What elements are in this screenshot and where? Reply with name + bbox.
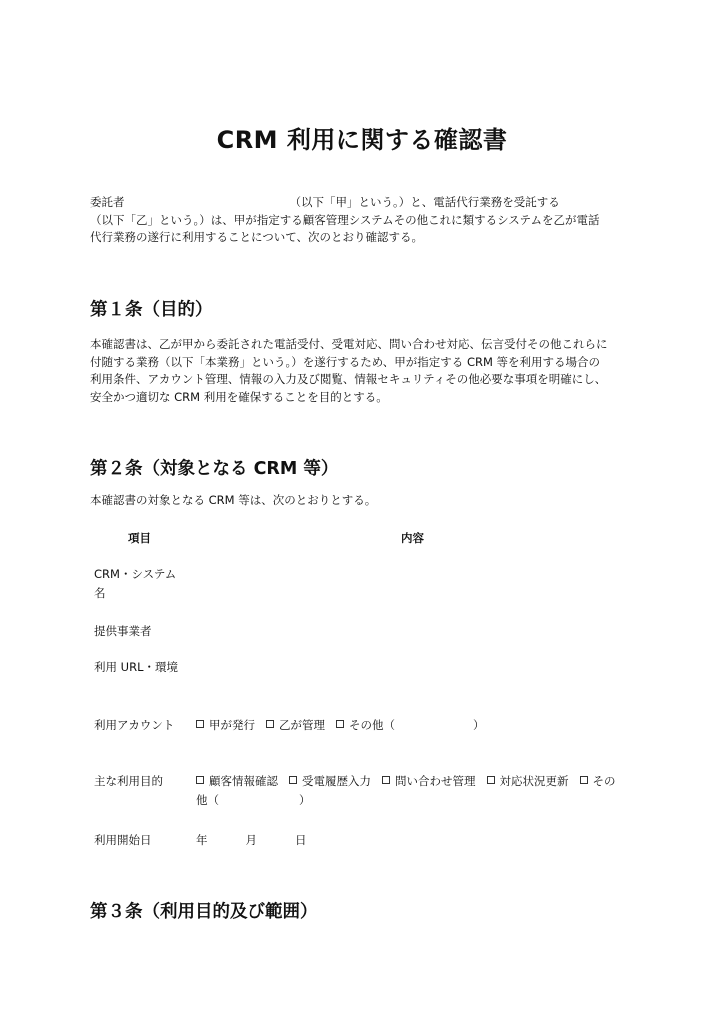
preamble-line-3: 代行業務の遂行に利用することについて、次のとおり確認する。 <box>90 230 424 244</box>
row-content-start-date <box>196 831 307 850</box>
checkbox-option[interactable]: 受電履歴入力 <box>289 772 371 791</box>
article-1-line: 付随する業務（以下「本業務」という。）を遂行するため、甲が指定する CRM 等を利用する場合の <box>90 354 601 369</box>
date-year: 年 <box>196 833 208 847</box>
row-label-url-env: 利用 URL・環境 <box>94 660 178 674</box>
date-day: 日 <box>295 833 307 847</box>
row-content-account: 甲が発行 乙が管理 その他（ ） <box>196 716 485 735</box>
checkbox-option[interactable]: 甲が発行 <box>196 716 255 735</box>
date-month: 月 <box>245 833 257 847</box>
document-title: CRM 利用に関する確認書 <box>216 126 508 154</box>
table-header-item: 項目 <box>128 531 151 545</box>
checkbox-icon <box>196 776 204 784</box>
checkbox-icon <box>196 720 204 728</box>
row-content-purpose: 顧客情報確認 受電履歴入力 問い合わせ管理 対応状況更新 その 他（ ） <box>196 774 616 807</box>
checkbox-icon <box>266 720 274 728</box>
article-1-line: 安全かつ適切な CRM 利用を確保することを目的とする。 <box>90 389 388 404</box>
article-2-heading: 第２条（対象となる CRM 等） <box>90 459 339 479</box>
article-1-body <box>90 336 650 406</box>
preamble <box>90 194 650 247</box>
checkbox-icon <box>487 776 495 784</box>
article-1-line: 本確認書は、乙が甲から委託された電話受付、受電対応、問い合わせ対応、伝言受付その他これらに <box>90 337 608 351</box>
row-label-provider: 提供事業者 <box>94 624 152 638</box>
row-label-account: 利用アカウント <box>94 718 175 732</box>
preamble-line-2: （以下「乙」という。）は、甲が指定する顧客管理システムその他これに類するシステムを乙が電話 <box>90 212 600 227</box>
article-1-heading: 第１条（目的） <box>90 300 213 320</box>
checkbox-option[interactable]: 対応状況更新 <box>487 772 569 791</box>
row-label-purpose: 主な利用目的 <box>94 774 163 788</box>
article-1-line: 利用条件、アカウント管理、情報の入力及び閲覧、情報セキュリティその他必要な事項を明確にし、 <box>90 372 607 386</box>
checkbox-option[interactable]: 顧客情報確認 <box>196 772 278 791</box>
checkbox-option[interactable]: その他（ <box>336 716 395 735</box>
row-label-start-date: 利用開始日 <box>94 833 152 847</box>
checkbox-icon <box>336 720 344 728</box>
checkbox-option[interactable]: その <box>580 772 616 791</box>
checkbox-option[interactable]: 問い合わせ管理 <box>382 772 476 791</box>
article-2-intro: 本確認書の対象となる CRM 等は、次のとおりとする。 <box>90 493 377 507</box>
checkbox-icon <box>580 776 588 784</box>
row-label-system-name: CRM・システム 名 <box>94 567 177 600</box>
checkbox-icon <box>382 776 390 784</box>
article-3-heading: 第３条（利用目的及び範囲） <box>90 902 318 922</box>
table-header-content: 内容 <box>401 531 424 545</box>
preamble-line-1: 委託者 （以下「甲」という。）と、電話代行業務を受託する <box>90 195 560 209</box>
checkbox-icon <box>289 776 297 784</box>
checkbox-option[interactable]: 乙が管理 <box>266 716 325 735</box>
